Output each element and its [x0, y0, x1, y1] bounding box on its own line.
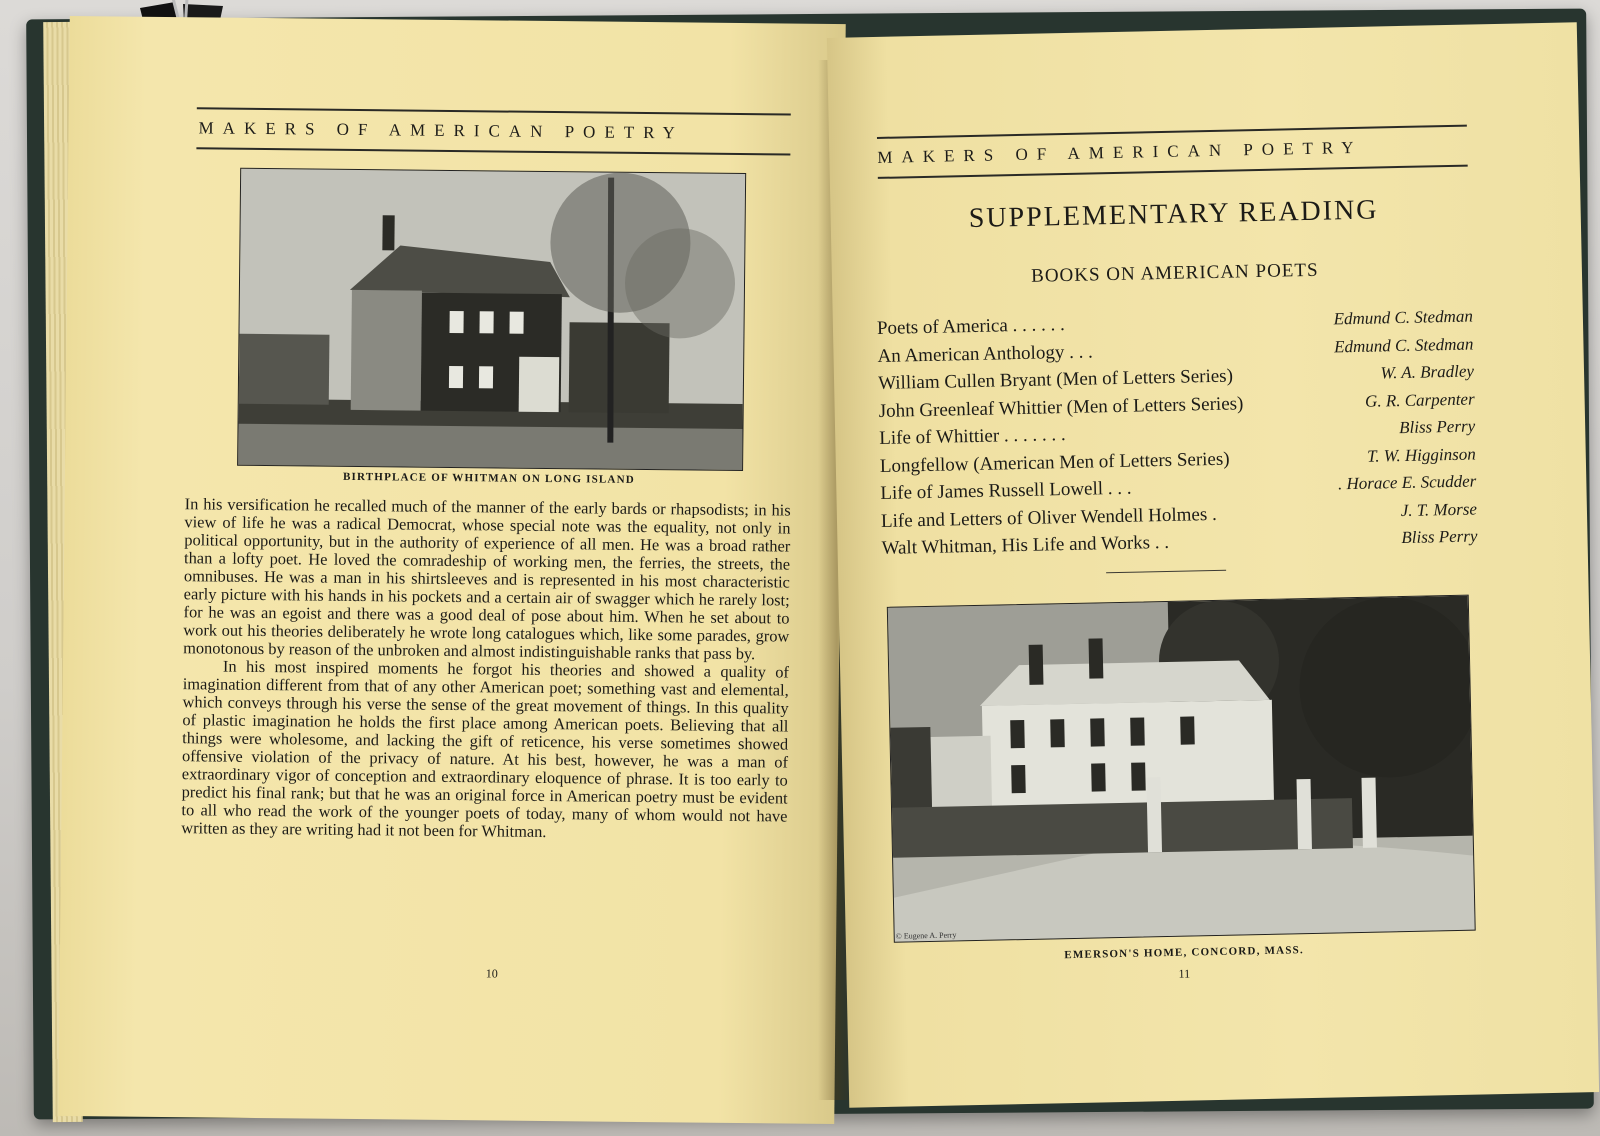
book-author: W. A. Bradley: [1380, 361, 1475, 383]
book-author: G. R. Carpenter: [1364, 388, 1475, 411]
book-title: John Greenleaf Whittier (Men of Letters Series): [878, 392, 1244, 422]
photo-caption: BIRTHPLACE OF WHITMAN ON LONG ISLAND: [342, 470, 635, 486]
photo-caption: EMERSON'S HOME, CONCORD, MASS.: [1064, 944, 1304, 962]
book-author: J. T. Morse: [1400, 498, 1478, 520]
book-title: An American Anthology . . .: [877, 340, 1094, 367]
reading-list: [877, 303, 1478, 563]
section-subtitle: BOOKS ON AMERICAN POETS: [1030, 259, 1319, 287]
book-author: Bliss Perry: [1398, 416, 1476, 438]
book-title: Walt Whitman, His Life and Works . .: [881, 531, 1170, 559]
paragraph: In his most inspired moments he forgot his theories and showed a quality of imagination different from that of any other American poet; something vast and elemental, which conveys through his verse the sense of the great movement of things. In this quality of plastic imagination he holds the first place among American poets. Believing that all things were wholesome, and lacking the gift of reticence, his verse sometimes showed offensive violation of the privacy of nature. At his best, however, he was a man of extraordinary vigor of conception and extraordinary eloquence of phrase. It is too early to predict his final rank; but that he was an original force in American poetry must be evident to all who read the work of the younger poets of today, many of whom would not have written as they are writing had it not been for Whitman.: [181, 656, 790, 842]
section-title: SUPPLEMENTARY READING: [968, 194, 1379, 235]
book-author: Edmund C. Stedman: [1333, 333, 1474, 356]
whitman-birthplace-photo: [237, 168, 746, 471]
paragraph: In his versification he recalled much of the manner of the early bards or rhapsodists; in his view of life he was a radical Democrat, whose special note was the equality, not only in political opportunity, but in the authority of experience of all men. He was a broad rather than a lofty poet. He loved the comradeship of working men, the ferries, the streets, the omnibuses. He was a man in his shirtsleeves and is represented in his most characteristic early picture with his hands in his pockets and a certain air of swagger which he rarely lost; for he was an egoist and there was a good deal of pose about him. When he set about to work out his theories deliberately he wrote long catalogues which, like some parades, grow monotonous by reason of the unbroken and almost indistinguishable ranks that pass by.: [183, 494, 791, 664]
book-author: T. W. Higginson: [1366, 443, 1476, 466]
emerson-home-photo: [887, 595, 1476, 943]
book-title: Life of James Russell Lowell . . .: [880, 477, 1132, 504]
book-title: Life of Whittier . . . . . . .: [879, 424, 1066, 449]
running-head: MAKERS OF AMERICAN POETRY: [877, 125, 1468, 179]
running-head: MAKERS OF AMERICAN POETRY: [196, 107, 790, 155]
page-number: 10: [485, 966, 498, 981]
book-author: . Horace E. Scudder: [1337, 471, 1477, 494]
book-title: Poets of America . . . . . .: [876, 314, 1066, 339]
right-page: [827, 22, 1599, 1107]
page-number: 11: [1178, 966, 1191, 981]
book-author: Bliss Perry: [1401, 526, 1478, 548]
book-title: Longfellow (American Men of Letters Series): [879, 448, 1230, 477]
book-title: William Cullen Bryant (Men of Letters Series): [877, 365, 1234, 394]
book-title: Life and Letters of Oliver Wendell Holmes .: [880, 503, 1217, 532]
left-page: [58, 16, 845, 1124]
divider: [1106, 570, 1226, 574]
photo-credit: © Eugene A. Perry: [895, 930, 957, 941]
book-author: Edmund C. Stedman: [1333, 306, 1474, 329]
body-text: [181, 495, 791, 843]
